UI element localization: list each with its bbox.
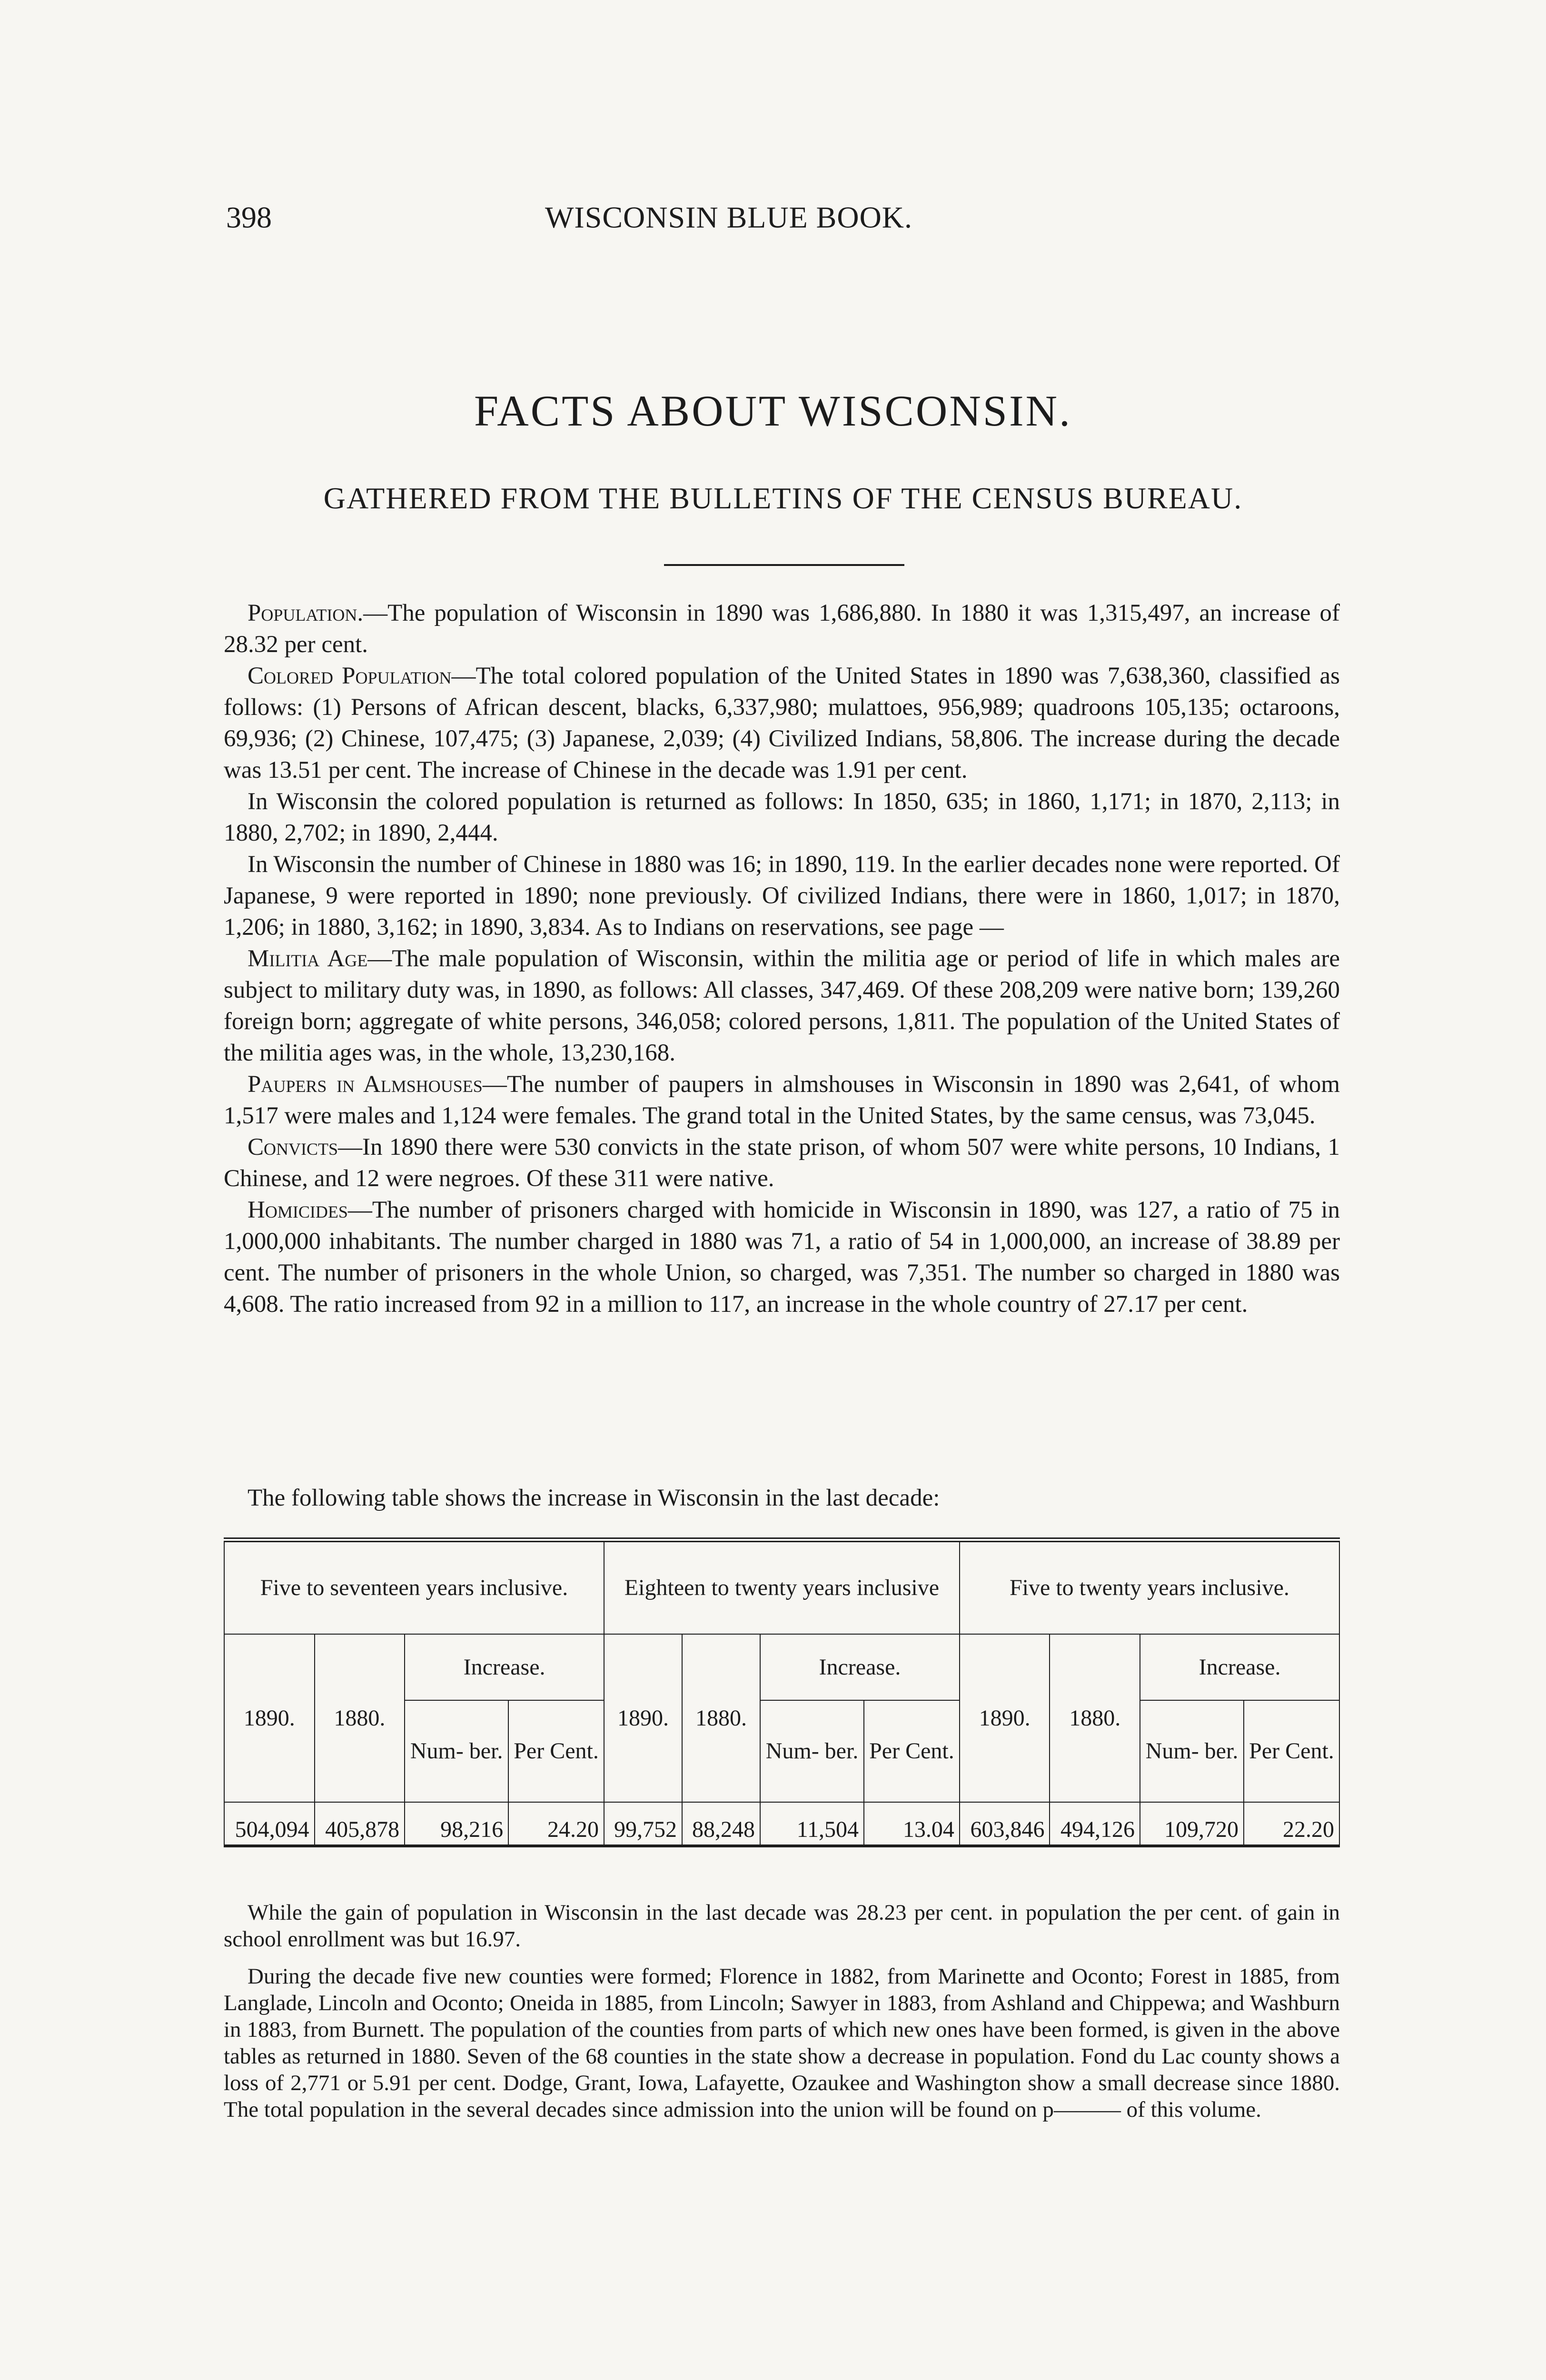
- table-cell: 405,878: [315, 1802, 405, 1846]
- table-cell: 22.20: [1244, 1802, 1339, 1846]
- closing-text: [224, 1899, 1340, 2133]
- paragraph-text: —The total colored population of the United States in 1890 was 7,638,360, classified as follows: (1) Persons of African descent, blacks, 6,337,980; mulattoes, 956,989; quadroons 105,135; octaroons, 69,936; (2) Chinese, 107,475; (3) Japanese, 2,039; (4) Civilized Indians, 58,806. The increase during the decade was 13.51 per cent. The increase of Chinese in the decade was 1.91 per cent.: [224, 663, 1340, 783]
- running-head: [226, 200, 1340, 243]
- page-number: 398: [226, 200, 272, 234]
- census-table: [224, 1537, 1340, 1847]
- percent-header: Per Cent.: [864, 1700, 960, 1802]
- number-header: Num- ber.: [760, 1700, 864, 1802]
- paragraph-text: —The number of paupers in almshouses in Wisconsin in 1890 was 2,641, of whom 1,517 were males and 1,124 were females. The grand total in the United States, by the same census, was 73,045.: [224, 1071, 1340, 1129]
- paragraph-heading: Homicides: [248, 1197, 348, 1223]
- paragraph-colored-population: [224, 660, 1340, 786]
- percent-header: Per Cent.: [508, 1700, 604, 1802]
- number-header: Num- ber.: [405, 1700, 508, 1802]
- increase-header: Increase.: [1140, 1634, 1339, 1700]
- paragraph-heading: Paupers in Almshouses: [248, 1071, 483, 1098]
- table-cell: 494,126: [1050, 1802, 1140, 1846]
- increase-header: Increase.: [760, 1634, 960, 1700]
- paragraph-text: In Wisconsin the colored population is returned as follows: In 1850, 635; in 1860, 1,171; in 1870, 2,113; in 1880, 2,702; in 1890, 2,444.: [224, 788, 1340, 846]
- table-increase-header-row: [224, 1634, 1339, 1700]
- number-header: Num- ber.: [1140, 1700, 1244, 1802]
- increase-header: Increase.: [405, 1634, 604, 1700]
- year-1890-header: 1890.: [604, 1634, 682, 1802]
- paragraph-text: —The population of Wisconsin in 1890 was 1,686,880. In 1880 it was 1,315,497, an increase of 28.32 per cent.: [224, 600, 1340, 658]
- table-cell: 11,504: [760, 1802, 864, 1846]
- page-subtitle: GATHERED FROM THE BULLETINS OF THE CENSUS BUREAU.: [323, 481, 1243, 515]
- paragraph-heading: Colored Population: [248, 663, 452, 689]
- paragraph-school-enrollment: While the gain of population in Wisconsin in the last decade was 28.23 per cent. in population the per cent. of gain in school enrollment was but 16.97.: [224, 1900, 1340, 1952]
- year-1880-header: 1880.: [682, 1634, 760, 1802]
- year-1890-header: 1890.: [224, 1634, 315, 1802]
- table-cell: 99,752: [604, 1802, 682, 1846]
- title-rule: [664, 564, 904, 566]
- paragraph-militia-age: [224, 943, 1340, 1069]
- group-label: Five to twenty years inclusive.: [960, 1540, 1339, 1634]
- year-1880-header: 1880.: [315, 1634, 405, 1802]
- paragraph-heading: Population.: [248, 600, 364, 626]
- page-title: FACTS ABOUT WISCONSIN.: [474, 387, 1072, 435]
- table-cell: 88,248: [682, 1802, 760, 1846]
- paragraph-chinese-indians: [224, 849, 1340, 943]
- percent-header: Per Cent.: [1244, 1700, 1339, 1802]
- book-title: WISCONSIN BLUE BOOK.: [545, 200, 912, 234]
- table-cell: 504,094: [224, 1802, 315, 1846]
- table-cell: 98,216: [405, 1802, 508, 1846]
- paragraph-text: —The male population of Wisconsin, within the militia age or period of life in which males are subject to military duty was, in 1890, as follows: All classes, 347,469. Of these 208,209 were native born; 139,260 foreign born; aggregate of white persons, 346,058; colored persons, 1,811. The population of the United States of the militia ages was, in the whole, 13,230,168.: [224, 945, 1340, 1066]
- year-1880-header: 1880.: [1050, 1634, 1140, 1802]
- table-row: [224, 1802, 1339, 1846]
- paragraph-paupers: [224, 1069, 1340, 1131]
- table-intro: The following table shows the increase in Wisconsin in the last decade:: [248, 1485, 940, 1511]
- paragraph-text: —In 1890 there were 530 convicts in the state prison, of whom 507 were white persons, 10 Indians, 1 Chinese, and 12 were negroes. Of these 311 were native.: [224, 1134, 1340, 1192]
- paragraph-new-counties: During the decade five new counties were formed; Florence in 1882, from Marinette and Oconto; Forest in 1885, from Langlade, Lincoln and Oconto; Oneida in 1885, from Lincoln; Sawyer in 1883, from Ashland and Chippewa; and Washburn in 1883, from Burnett. The population of the counties from parts of which new ones have been formed, is given in the above tables as returned in 1880. Seven of the 68 counties in the state show a decrease in population. Fond du Lac county shows a loss of 2,771 or 5.91 per cent. Dodge, Grant, Iowa, Lafayette, Ozaukee and Washington show a small decrease since 1880. The total population in the several decades since admission into the union will be found on p——— of this volume.: [224, 1964, 1340, 2122]
- group-label: Five to seventeen years inclusive.: [224, 1540, 604, 1634]
- table-cell: 24.20: [508, 1802, 604, 1846]
- year-1890-header: 1890.: [960, 1634, 1050, 1802]
- paragraph-population: [224, 597, 1340, 660]
- paragraph-homicides: [224, 1194, 1340, 1320]
- paragraph-heading: Convicts: [248, 1134, 338, 1160]
- table-cell: 603,846: [960, 1802, 1050, 1846]
- table-group-header-row: [224, 1540, 1339, 1634]
- paragraph-text: —The number of prisoners charged with homicide in Wisconsin in 1890, was 127, a ratio of 75 in 1,000,000 inhabitants. The number charged in 1880 was 71, a ratio of 54 in 1,000,000, an increase of 38.89 per cent. The number of prisoners in the whole Union, so charged, was 7,351. The number so charged in 1880 was 4,608. The ratio increased from 92 in a million to 117, an increase in the whole country of 27.17 per cent.: [224, 1197, 1340, 1318]
- table-cell: 109,720: [1140, 1802, 1244, 1846]
- paragraph-heading: Militia Age: [248, 945, 368, 972]
- table-cell: 13.04: [864, 1802, 960, 1846]
- group-label: Eighteen to twenty years inclusive: [604, 1540, 960, 1634]
- paragraph-convicts: [224, 1131, 1340, 1194]
- paragraph-wisconsin-colored: [224, 786, 1340, 849]
- paragraph-text: In Wisconsin the number of Chinese in 1880 was 16; in 1890, 119. In the earlier decades none were reported. Of Japanese, 9 were reported in 1890; none previously. Of civilized Indians, there were in 1860, 1,017; in 1870, 1,206; in 1880, 3,162; in 1890, 3,834. As to Indians on reservations, see page —: [224, 851, 1340, 941]
- body-text: [224, 597, 1340, 1320]
